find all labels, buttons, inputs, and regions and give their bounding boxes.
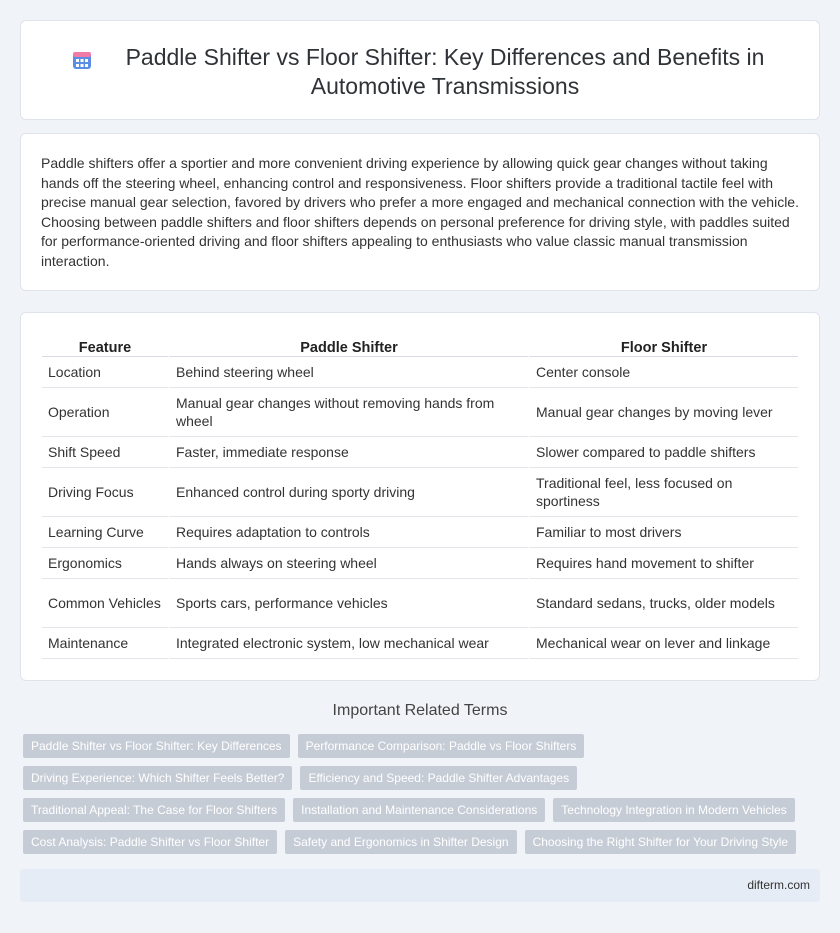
paddle-cell: Integrated electronic system, low mechanical wear (168, 628, 528, 659)
paddle-cell: Hands always on steering wheel (168, 548, 528, 579)
floor-cell: Standard sedans, trucks, older models (528, 579, 798, 628)
feature-cell: Operation (42, 388, 168, 437)
feature-cell: Driving Focus (42, 468, 168, 517)
floor-cell: Traditional feel, less focused on sportiness (528, 468, 798, 517)
footer (20, 869, 820, 902)
paddle-cell: Behind steering wheel (168, 357, 528, 388)
header-floor-shifter: Floor Shifter (528, 335, 798, 357)
paddle-cell: Requires adaptation to controls (168, 517, 528, 548)
feature-cell: Shift Speed (42, 437, 168, 468)
paddle-cell: Enhanced control during sporty driving (168, 468, 528, 517)
header-card (20, 20, 820, 120)
table-row (42, 628, 798, 659)
floor-cell: Slower compared to paddle shifters (528, 437, 798, 468)
table-row (42, 357, 798, 388)
related-term-tag[interactable]: Traditional Appeal: The Case for Floor Shifters (23, 798, 285, 822)
table-row (42, 388, 798, 437)
related-term-tag[interactable]: Paddle Shifter vs Floor Shifter: Key Differences (23, 734, 290, 758)
floor-cell: Center console (528, 357, 798, 388)
header-feature: Feature (42, 335, 168, 357)
floor-cell: Manual gear changes by moving lever (528, 388, 798, 437)
table-row (42, 437, 798, 468)
related-term-tag[interactable]: Technology Integration in Modern Vehicles (553, 798, 794, 822)
related-term-tag[interactable]: Installation and Maintenance Considerations (293, 798, 545, 822)
comparison-table-card (20, 312, 820, 681)
page-title: Paddle Shifter vs Floor Shifter: Key Differences and Benefits in Automotive Transmissions (125, 44, 765, 99)
table-row (42, 579, 798, 628)
related-terms-title: Important Related Terms (332, 702, 508, 719)
feature-cell: Ergonomics (42, 548, 168, 579)
related-term-tag[interactable]: Driving Experience: Which Shifter Feels Better? (23, 766, 292, 790)
table-row (42, 517, 798, 548)
paddle-cell: Sports cars, performance vehicles (168, 579, 528, 628)
floor-cell: Requires hand movement to shifter (528, 548, 798, 579)
floor-cell: Mechanical wear on lever and linkage (528, 628, 798, 659)
table-header-row (42, 335, 798, 357)
related-term-tag[interactable]: Performance Comparison: Paddle vs Floor Shifters (298, 734, 585, 758)
related-term-tag[interactable]: Choosing the Right Shifter for Your Driving Style (525, 830, 796, 854)
paddle-cell: Faster, immediate response (168, 437, 528, 468)
comparison-table (42, 335, 798, 659)
feature-cell: Learning Curve (42, 517, 168, 548)
feature-cell: Location (42, 357, 168, 388)
header-paddle-shifter: Paddle Shifter (168, 335, 528, 357)
feature-cell: Maintenance (42, 628, 168, 659)
related-term-tag[interactable]: Cost Analysis: Paddle Shifter vs Floor Shifter (23, 830, 277, 854)
summary-card (20, 133, 820, 291)
paddle-cell: Manual gear changes without removing hands from wheel (168, 388, 528, 437)
table-row (42, 468, 798, 517)
feature-cell: Common Vehicles (42, 579, 168, 628)
tag-row (23, 830, 803, 854)
tag-row (23, 734, 803, 758)
floor-cell: Familiar to most drivers (528, 517, 798, 548)
summary-paragraph: Paddle shifters offer a sportier and more convenient driving experience by allowing quick gear changes without taking hands off the steering wheel, enhancing control and responsiveness. Floor shifters provide a traditional tactile feel with precise manual gear selection, favored by drivers who prefer a more engaged and mechanical connection with the vehicle. Choosing between paddle shifters and floor shifters depends on personal preference for driving style, with paddles suited for performance-oriented driving and floor shifters appealing to enthusiasts who value classic manual transmission interaction. (41, 155, 799, 269)
related-terms-tags (23, 734, 803, 862)
table-row (42, 548, 798, 579)
tag-row (23, 798, 803, 822)
tag-row (23, 766, 803, 790)
related-term-tag[interactable]: Efficiency and Speed: Paddle Shifter Advantages (300, 766, 577, 790)
site-name[interactable]: difterm.com (747, 878, 810, 892)
related-term-tag[interactable]: Safety and Ergonomics in Shifter Design (285, 830, 516, 854)
